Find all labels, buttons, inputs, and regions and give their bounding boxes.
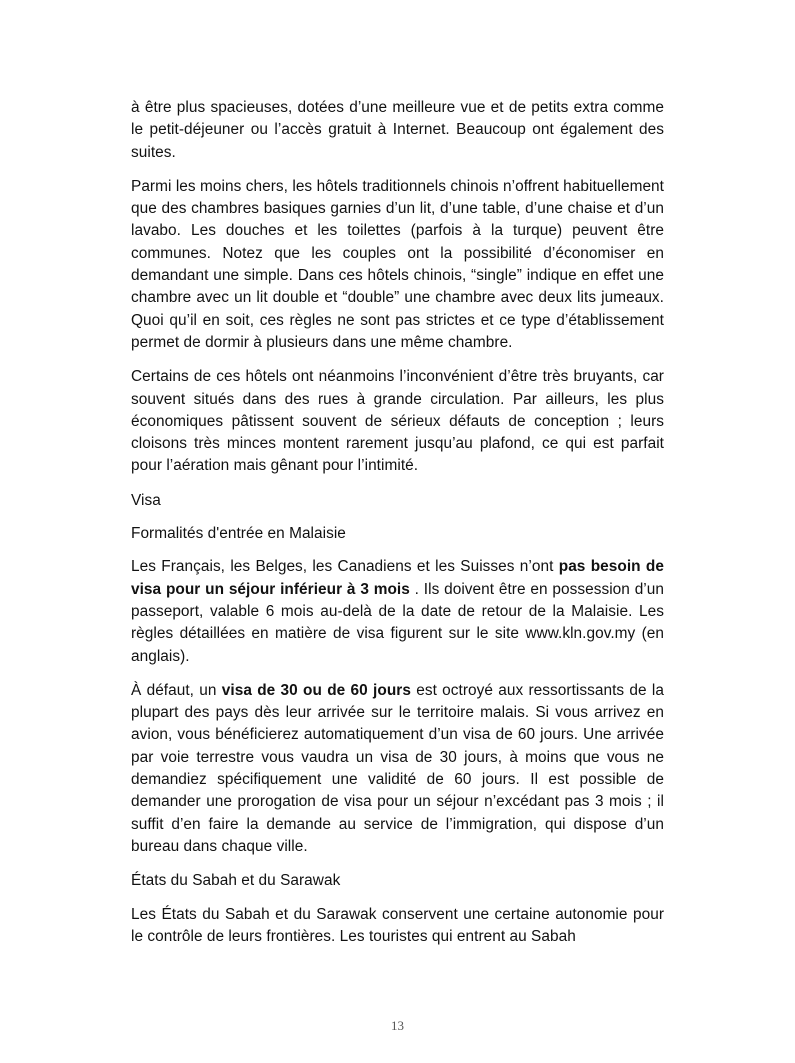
- text-segment: Les Français, les Belges, les Canadiens et les Suisses n’ont: [131, 558, 559, 576]
- paragraph-hotel-upscale: à être plus spacieuses, dotées d’une meilleure vue et de petits extra comme le petit-déjeuner ou l’accès gratuit à Internet. Beaucoup ont également des suites.: [131, 99, 664, 161]
- text-segment: À défaut, un: [131, 681, 222, 699]
- paragraph-visa-exemption: [131, 556, 664, 667]
- heading-sabah-sarawak: États du Sabah et du Sarawak: [131, 872, 341, 890]
- page-number: 13: [391, 1018, 404, 1033]
- text-segment: . Ils doivent être en possession d’un passeport, valable 6 mois au-delà de la date de retour de la Malaisie. Les règles détaillées en matière de visa figurent sur le site www.kln.gov.my (en anglais).: [131, 580, 664, 665]
- paragraph-visa-on-arrival: [131, 680, 664, 858]
- emphasis-no-visa: pas besoin de visa pour un séjour inférieur à 3 mois: [131, 558, 664, 598]
- heading-visa: Visa: [131, 491, 161, 509]
- paragraph-chinese-hotels: Parmi les moins chers, les hôtels traditionnels chinois n’offrent habituellement que des chambres basiques garnies d’un lit, d’une table, d’une chaise et d’un lavabo. Les douches et les toilettes (parfois à la turque) peuvent être communes. Notez que les couples ont la possibilité d’économiser en demandant une simple. Dans ces hôtels chinois, “single” indique en effet une chambre avec un lit double et “double” une chambre avec deux lits jumeaux. Quoi qu’il en soit, ces règles ne sont pas strictes et ce type d’établissement permet de dormir à plusieurs dans une même chambre.: [131, 177, 664, 351]
- paragraph-sabah-sarawak: Les États du Sabah et du Sarawak conservent une certaine autonomie pour le contrôle de leurs frontières. Les touristes qui entrent au Sabah: [131, 905, 664, 945]
- heading-entry-formalities: Formalités d'entrée en Malaisie: [131, 525, 346, 543]
- text-segment: est octroyé aux ressortissants de la plupart des pays dès leur arrivée sur le territoire malais. Si vous arrivez en avion, vous bénéficierez automatiquement d’un visa de 60 jours. Une arrivée par voie terrestre vous vaudra un visa de 30 jours, à moins que vous ne demandiez spécifiquement une validité de 60 jours. Il est possible de demander une prorogation de visa pour un séjour n’excédant pas 3 mois ; il suffit d’en faire la demande au service de l’immigration, qui dispose d’un bureau dans chaque ville.: [131, 681, 664, 855]
- paragraph-noise: Certains de ces hôtels ont néanmoins l’inconvénient d’être très bruyants, car souvent situés dans des rues à grande circulation. Par ailleurs, les plus économiques pâtissent souvent de sérieux défauts de conception ; leurs cloisons très minces montent rarement jusqu’au plafond, ce qui est parfait pour l’aération mais gênant pour l’intimité.: [131, 368, 664, 475]
- emphasis-visa-duration: visa de 30 ou de 60 jours: [221, 681, 411, 699]
- page-body: [131, 97, 664, 960]
